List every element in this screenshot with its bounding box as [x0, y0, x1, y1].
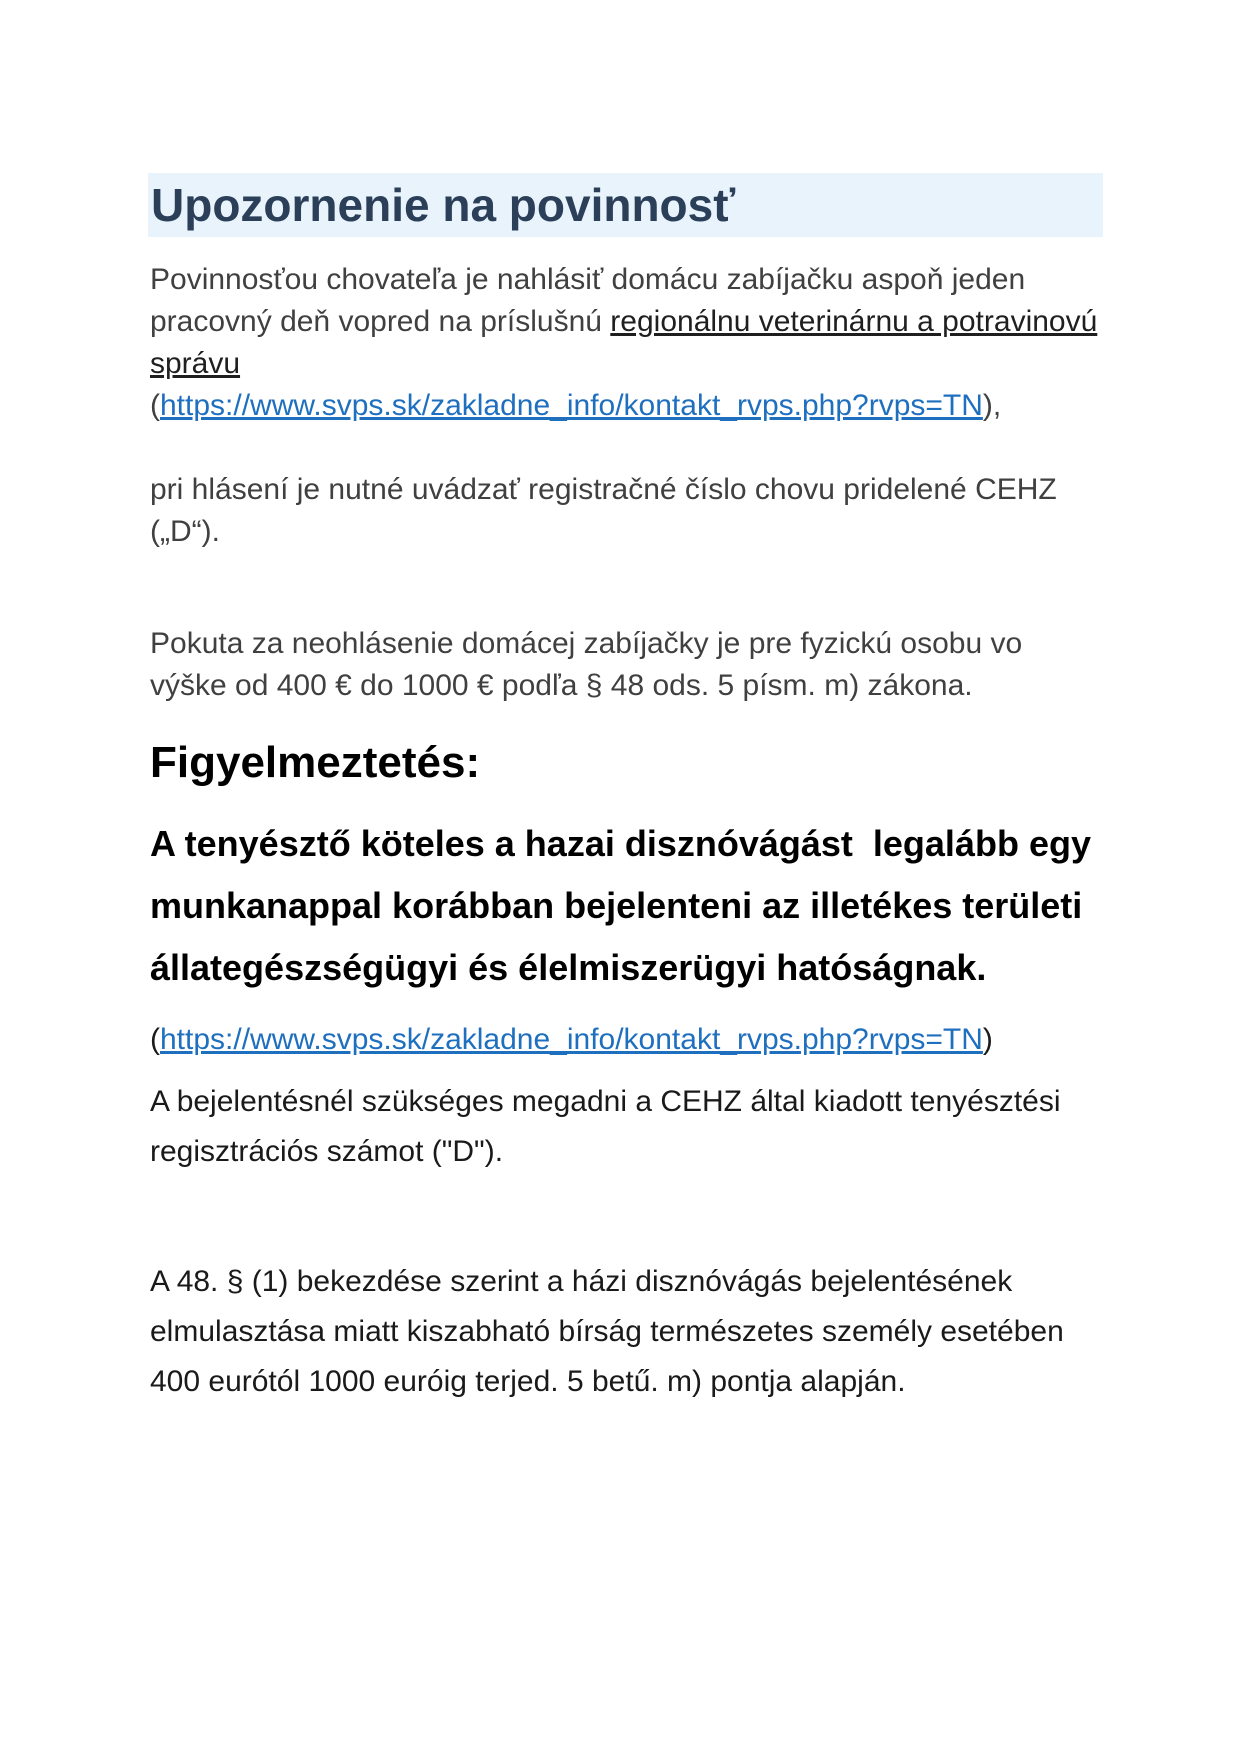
slovak-paragraph-reporting	[150, 259, 1103, 427]
document-page	[148, 173, 1103, 1407]
open-paren: (	[150, 1023, 160, 1056]
close-paren: )	[982, 1023, 993, 1056]
hungarian-notice-title: Figyelmeztetés:	[150, 738, 481, 787]
hungarian-paragraph-fine: A 48. § (1) bekezdése szerint a házi disznóvágás bejelentésének elmulasztása miatt kiszabható bírság természetes személy esetében 400 eurótól 1000 euróig terjed. 5 betű. m) pontja alapján.	[150, 1265, 1064, 1398]
regional-authority-link[interactable]: regionálnu veterinárnu a potravinovú správu	[150, 305, 1098, 380]
slovak-notice-title: Upozornenie na povinnosť	[148, 173, 1103, 237]
hungarian-notice-body	[148, 1017, 1103, 1407]
reporting-text: Povinnosťou chovateľa je nahlásiť domácu zabíjačku aspoň jeden pracovný deň vopred na príslušnú	[150, 263, 1026, 338]
open-paren: (	[150, 389, 160, 422]
svps-contact-url-link-hu[interactable]: https://www.svps.sk/zakladne_info/kontakt_rvps.php?rvps=TN	[160, 1023, 983, 1056]
hungarian-paragraph-registration: A bejelentésnél szükséges megadni a CEHZ által kiadott tenyésztési regisztrációs számot ("D").	[150, 1085, 1061, 1168]
hungarian-bold-statement: A tenyésztő köteles a hazai disznóvágást legalább egy munkanappal korábban bejelenteni az illetékes területi állategészségügyi és élelmiszerügyi hatóságnak.	[150, 823, 1101, 988]
slovak-paragraph-fine: Pokuta za neohlásenie domácej zabíjačky je pre fyzickú osobu vo výške od 400 € do 1000 € podľa § 48 ods. 5 písm. m) zákona.	[150, 627, 1023, 702]
close-paren: ),	[982, 389, 1002, 422]
slovak-notice-body	[148, 259, 1103, 707]
slovak-paragraph-registration: pri hlásení je nutné uvádzať registračné číslo chovu pridelené CEHZ („D“).	[150, 473, 1057, 548]
hungarian-url-line	[150, 1017, 1103, 1063]
svps-contact-url-link[interactable]: https://www.svps.sk/zakladne_info/kontakt_rvps.php?rvps=TN	[160, 389, 983, 422]
